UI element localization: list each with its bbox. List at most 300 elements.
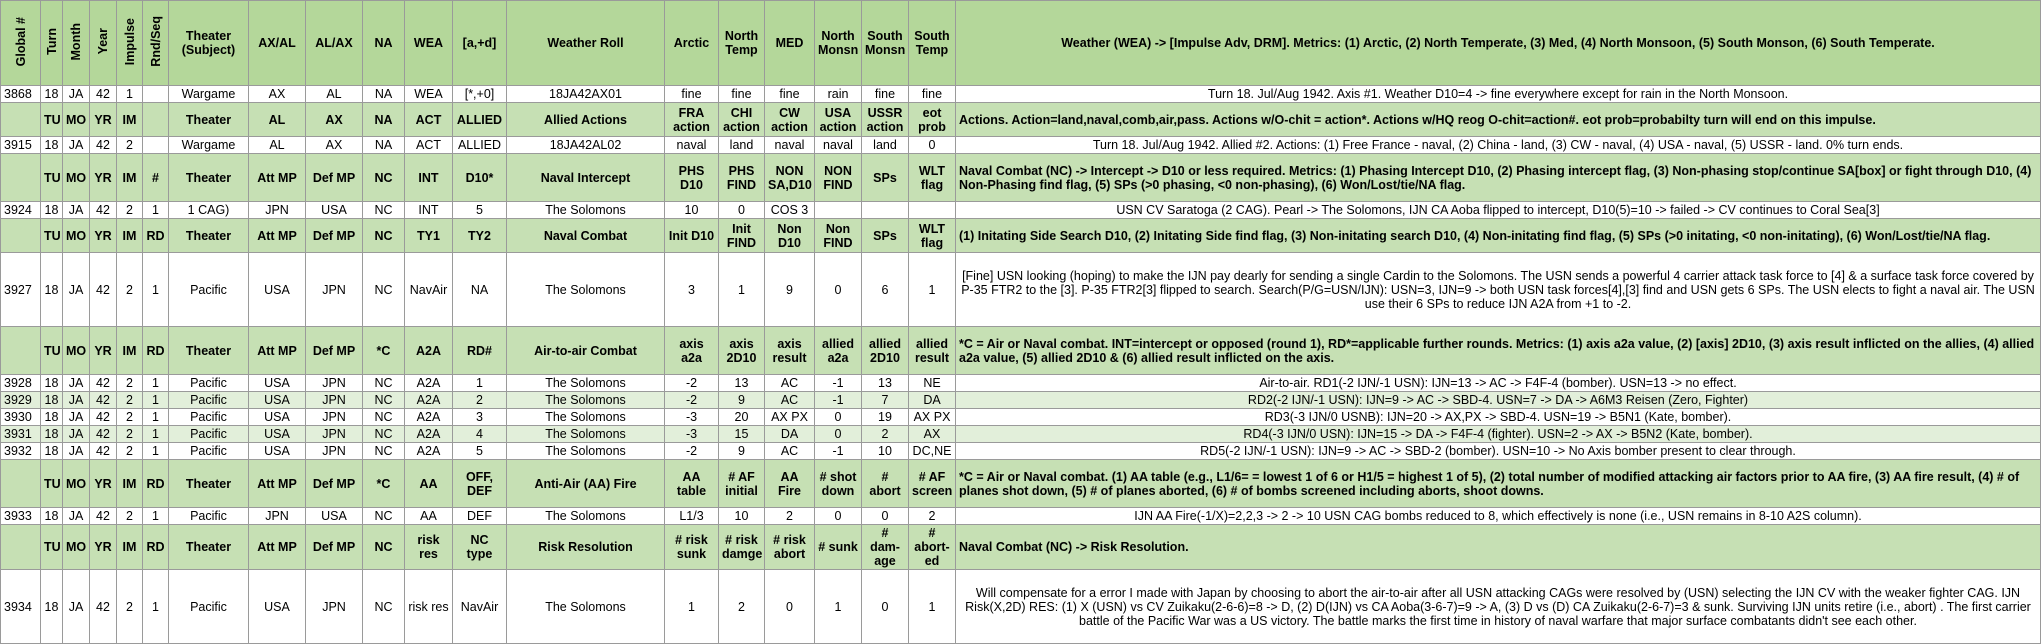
cell-theater-subject: Pacific — [169, 570, 249, 644]
cell-arctic: -3 — [665, 409, 719, 426]
cell-south-monsn: allied 2D10 — [862, 327, 909, 375]
cell-wea: A2A — [405, 409, 453, 426]
cell-weather-description: RD3(-3 IJN/0 USNB): IJN=20 -> AX,PX -> SBD-4. USN=19 -> B5N1 (Kate, bomber). — [956, 409, 2041, 426]
cell-rnd-seq: RD — [143, 219, 169, 253]
cell-south-temp: 0 — [909, 137, 956, 154]
cell-north-temp: axis 2D10 — [719, 327, 765, 375]
cell-weather-description: RD2(-2 IJN/-1 USN): IJN=9 -> AC -> SBD-4. USN=7 -> DA -> A6M3 Reisen (Zero, Fighter) — [956, 392, 2041, 409]
cell-month: JA — [63, 86, 90, 103]
cell-global — [1, 460, 41, 508]
cell-global: 3928 — [1, 375, 41, 392]
cell-impulse: 2 — [117, 570, 143, 644]
cell-theater-subject: Wargame — [169, 86, 249, 103]
cell-month: JA — [63, 409, 90, 426]
cell-south-monsn: 2 — [862, 426, 909, 443]
cell-month: MO — [63, 327, 90, 375]
header-month: Month — [63, 1, 90, 86]
cell-wea: A2A — [405, 375, 453, 392]
cell-south-temp: 2 — [909, 508, 956, 525]
cell-a-d: 4 — [453, 426, 507, 443]
cell-med: # risk abort — [765, 525, 815, 570]
cell-turn: TU — [41, 327, 63, 375]
cell-al-ax: AX — [306, 103, 363, 137]
cell-wea: INT — [405, 202, 453, 219]
cell-month: JA — [63, 253, 90, 327]
cell-wea: NavAir — [405, 253, 453, 327]
cell-a-d: NavAir — [453, 570, 507, 644]
cell-na: *C — [363, 460, 405, 508]
cell-wea: WEA — [405, 86, 453, 103]
cell-global: 3868 — [1, 86, 41, 103]
header-al-ax: AL/AX — [306, 1, 363, 86]
cell-north-temp: # AF initial — [719, 460, 765, 508]
cell-med: fine — [765, 86, 815, 103]
cell-a-d: 5 — [453, 202, 507, 219]
cell-year: 42 — [90, 202, 117, 219]
cell-north-temp: 1 — [719, 253, 765, 327]
cell-global: 3931 — [1, 426, 41, 443]
cell-a-d: 2 — [453, 392, 507, 409]
cell-med: AX PX — [765, 409, 815, 426]
cell-north-temp: 10 — [719, 508, 765, 525]
cell-ax-al: AL — [249, 137, 306, 154]
cell-weather-description: Actions. Action=land,naval,comb,air,pass. Actions w/O-chit = action*. Actions w/HQ reog O-chit=action#. eot prob=probabilty turn will end on this impulse. — [956, 103, 2041, 137]
cell-na: NC — [363, 525, 405, 570]
cell-weather-roll: The Solomons — [507, 202, 665, 219]
cell-theater-subject: 1 CAG) — [169, 202, 249, 219]
cell-south-monsn: 0 — [862, 508, 909, 525]
cell-month: JA — [63, 443, 90, 460]
cell-month: JA — [63, 426, 90, 443]
cell-global — [1, 525, 41, 570]
header-global: Global # — [1, 1, 41, 86]
cell-theater-subject: Theater — [169, 460, 249, 508]
cell-global: 3930 — [1, 409, 41, 426]
cell-al-ax: JPN — [306, 409, 363, 426]
cell-year: 42 — [90, 375, 117, 392]
cell-south-monsn: land — [862, 137, 909, 154]
section-header-row — [1, 154, 2041, 202]
header-turn: Turn — [41, 1, 63, 86]
cell-al-ax: AL — [306, 86, 363, 103]
cell-rnd-seq: 1 — [143, 409, 169, 426]
cell-weather-roll: The Solomons — [507, 375, 665, 392]
cell-south-temp: eot prob — [909, 103, 956, 137]
cell-weather-roll: The Solomons — [507, 508, 665, 525]
cell-north-monsn: USA action — [815, 103, 862, 137]
cell-south-temp: NE — [909, 375, 956, 392]
cell-south-monsn — [862, 202, 909, 219]
cell-wea: ACT — [405, 103, 453, 137]
header-med: MED — [765, 1, 815, 86]
cell-na: NC — [363, 202, 405, 219]
cell-weather-roll: The Solomons — [507, 570, 665, 644]
table-row — [1, 253, 2041, 327]
cell-turn: 18 — [41, 426, 63, 443]
cell-month: MO — [63, 460, 90, 508]
cell-ax-al: Att MP — [249, 219, 306, 253]
cell-wea: ACT — [405, 137, 453, 154]
table-row — [1, 86, 2041, 103]
cell-med: 0 — [765, 570, 815, 644]
cell-north-monsn: -1 — [815, 375, 862, 392]
cell-rnd-seq: 1 — [143, 570, 169, 644]
cell-weather-roll: The Solomons — [507, 409, 665, 426]
cell-rnd-seq: 1 — [143, 508, 169, 525]
cell-south-temp: 1 — [909, 253, 956, 327]
cell-theater-subject: Theater — [169, 154, 249, 202]
header-weather-roll: Weather Roll — [507, 1, 665, 86]
cell-turn: 18 — [41, 392, 63, 409]
cell-rnd-seq: 1 — [143, 253, 169, 327]
cell-weather-roll: The Solomons — [507, 392, 665, 409]
cell-theater-subject: Pacific — [169, 508, 249, 525]
cell-na: NA — [363, 86, 405, 103]
cell-south-temp — [909, 202, 956, 219]
cell-ax-al: AX — [249, 86, 306, 103]
cell-med: AA Fire — [765, 460, 815, 508]
cell-month: MO — [63, 525, 90, 570]
cell-ax-al: USA — [249, 392, 306, 409]
cell-impulse: IM — [117, 460, 143, 508]
cell-arctic: L1/3 — [665, 508, 719, 525]
cell-south-monsn: USSR action — [862, 103, 909, 137]
cell-rnd-seq — [143, 103, 169, 137]
cell-impulse: 2 — [117, 443, 143, 460]
cell-al-ax: USA — [306, 202, 363, 219]
cell-arctic: -2 — [665, 375, 719, 392]
cell-impulse: IM — [117, 103, 143, 137]
cell-med: naval — [765, 137, 815, 154]
cell-global: 3932 — [1, 443, 41, 460]
cell-arctic: # risk sunk — [665, 525, 719, 570]
table-row — [1, 570, 2041, 644]
cell-global — [1, 219, 41, 253]
cell-year: 42 — [90, 570, 117, 644]
cell-south-temp: AX — [909, 426, 956, 443]
cell-global: 3924 — [1, 202, 41, 219]
cell-north-monsn: 1 — [815, 570, 862, 644]
cell-impulse: 2 — [117, 426, 143, 443]
cell-turn: TU — [41, 154, 63, 202]
cell-rnd-seq: RD — [143, 460, 169, 508]
cell-al-ax: JPN — [306, 443, 363, 460]
cell-south-temp: allied result — [909, 327, 956, 375]
cell-impulse: IM — [117, 219, 143, 253]
cell-rnd-seq: 1 — [143, 426, 169, 443]
cell-med: AC — [765, 443, 815, 460]
cell-arctic: 1 — [665, 570, 719, 644]
cell-weather-roll: Naval Combat — [507, 219, 665, 253]
cell-med: axis result — [765, 327, 815, 375]
cell-north-monsn — [815, 202, 862, 219]
table-row — [1, 137, 2041, 154]
cell-arctic: -2 — [665, 443, 719, 460]
cell-theater-subject: Theater — [169, 103, 249, 137]
cell-weather-roll: 18JA42AL02 — [507, 137, 665, 154]
cell-year: 42 — [90, 508, 117, 525]
cell-rnd-seq — [143, 137, 169, 154]
cell-south-temp: WLT flag — [909, 154, 956, 202]
cell-impulse: IM — [117, 154, 143, 202]
cell-al-ax: Def MP — [306, 219, 363, 253]
cell-ax-al: USA — [249, 375, 306, 392]
header-arctic: Arctic — [665, 1, 719, 86]
cell-south-temp: # abort-ed — [909, 525, 956, 570]
cell-a-d: 3 — [453, 409, 507, 426]
header-weather-description: Weather (WEA) -> [Impulse Adv, DRM]. Metrics: (1) Arctic, (2) North Temperate, (3) Med, (4) North Monsoon, (5) South Monson, (6) South Temperate. — [956, 1, 2041, 86]
cell-weather-description: USN CV Saratoga (2 CAG). Pearl -> The Solomons, IJN CA Aoba flipped to intercept, D10(5)=10 -> failed -> CV continues to Coral Sea[3] — [956, 202, 2041, 219]
cell-al-ax: JPN — [306, 375, 363, 392]
cell-weather-roll: 18JA42AX01 — [507, 86, 665, 103]
header-ax-al: AX/AL — [249, 1, 306, 86]
cell-theater-subject: Pacific — [169, 253, 249, 327]
cell-ax-al: JPN — [249, 202, 306, 219]
cell-na: NC — [363, 409, 405, 426]
cell-med: AC — [765, 392, 815, 409]
cell-ax-al: Att MP — [249, 460, 306, 508]
cell-impulse: 2 — [117, 375, 143, 392]
cell-med: AC — [765, 375, 815, 392]
cell-theater-subject: Theater — [169, 327, 249, 375]
cell-north-monsn: allied a2a — [815, 327, 862, 375]
cell-med: CW action — [765, 103, 815, 137]
cell-south-temp: AX PX — [909, 409, 956, 426]
cell-na: NC — [363, 570, 405, 644]
cell-impulse: IM — [117, 525, 143, 570]
cell-wea: AA — [405, 508, 453, 525]
cell-rnd-seq: RD — [143, 525, 169, 570]
cell-impulse: 2 — [117, 409, 143, 426]
cell-arctic: 10 — [665, 202, 719, 219]
cell-med: 9 — [765, 253, 815, 327]
header-south-temp: South Temp — [909, 1, 956, 86]
cell-a-d: ALLIED — [453, 103, 507, 137]
header-row — [1, 1, 2041, 86]
cell-med: Non D10 — [765, 219, 815, 253]
cell-na: NA — [363, 137, 405, 154]
cell-south-monsn: SPs — [862, 154, 909, 202]
cell-wea: risk res — [405, 570, 453, 644]
cell-arctic: -2 — [665, 392, 719, 409]
cell-arctic: 3 — [665, 253, 719, 327]
cell-month: MO — [63, 154, 90, 202]
log-body — [1, 86, 2041, 644]
cell-year: 42 — [90, 253, 117, 327]
cell-global: 3927 — [1, 253, 41, 327]
cell-arctic: Init D10 — [665, 219, 719, 253]
cell-al-ax: AX — [306, 137, 363, 154]
cell-north-temp: PHS FIND — [719, 154, 765, 202]
header-wea: WEA — [405, 1, 453, 86]
cell-impulse: 1 — [117, 86, 143, 103]
cell-south-monsn: 6 — [862, 253, 909, 327]
cell-global — [1, 327, 41, 375]
cell-wea: INT — [405, 154, 453, 202]
cell-al-ax: Def MP — [306, 525, 363, 570]
cell-year: 42 — [90, 137, 117, 154]
cell-weather-description: Turn 18. Jul/Aug 1942. Allied #2. Actions: (1) Free France - naval, (2) China - land, (3) CW - naval, (4) USA - naval, (5) USSR - land. 0% turn ends. — [956, 137, 2041, 154]
cell-turn: 18 — [41, 137, 63, 154]
cell-turn: 18 — [41, 508, 63, 525]
cell-a-d: NA — [453, 253, 507, 327]
cell-south-temp: 1 — [909, 570, 956, 644]
cell-ax-al: USA — [249, 443, 306, 460]
cell-month: JA — [63, 137, 90, 154]
header-theater-subject: Theater (Subject) — [169, 1, 249, 86]
cell-north-temp: 13 — [719, 375, 765, 392]
cell-al-ax: Def MP — [306, 154, 363, 202]
cell-na: NC — [363, 253, 405, 327]
header-na: NA — [363, 1, 405, 86]
cell-weather-roll: The Solomons — [507, 443, 665, 460]
cell-med: COS 3 — [765, 202, 815, 219]
cell-weather-description: Naval Combat (NC) -> Intercept -> D10 or less required. Metrics: (1) Phasing Intercept D10, (2) Phasing intercept flag, (3) Non-phasing stop/continue SA[box] or fight through D10, (4) Non-Phasing find flag, (5) SPs (>0 phasing, <0 non-phasing), (6) Won/Lost/tie/NA flag. — [956, 154, 2041, 202]
cell-north-monsn: Non FIND — [815, 219, 862, 253]
cell-na: NA — [363, 103, 405, 137]
cell-theater-subject: Wargame — [169, 137, 249, 154]
cell-med: DA — [765, 426, 815, 443]
cell-weather-roll: Naval Intercept — [507, 154, 665, 202]
cell-a-d: 5 — [453, 443, 507, 460]
cell-rnd-seq: RD — [143, 327, 169, 375]
cell-weather-description: (1) Initating Side Search D10, (2) Initating Side find flag, (3) Non-initating search D10, (4) Non-initating find flag, (5) SPs (>0 initating, <0 non-initating), (6) Won/Lost/tie/NA flag. — [956, 219, 2041, 253]
cell-al-ax: Def MP — [306, 327, 363, 375]
cell-rnd-seq: 1 — [143, 443, 169, 460]
cell-arctic: naval — [665, 137, 719, 154]
cell-weather-description: Air-to-air. RD1(-2 IJN/-1 USN): IJN=13 -> AC -> F4F-4 (bomber). USN=13 -> no effect. — [956, 375, 2041, 392]
cell-rnd-seq: 1 — [143, 375, 169, 392]
table-row — [1, 508, 2041, 525]
cell-arctic: fine — [665, 86, 719, 103]
cell-na: NC — [363, 375, 405, 392]
cell-north-monsn: 0 — [815, 409, 862, 426]
cell-south-monsn: # dam-age — [862, 525, 909, 570]
cell-wea: A2A — [405, 392, 453, 409]
cell-north-temp: CHI action — [719, 103, 765, 137]
cell-ax-al: USA — [249, 409, 306, 426]
cell-arctic: -3 — [665, 426, 719, 443]
cell-arctic: axis a2a — [665, 327, 719, 375]
cell-north-temp: # risk damge — [719, 525, 765, 570]
cell-na: NC — [363, 508, 405, 525]
cell-theater-subject: Pacific — [169, 375, 249, 392]
cell-wea: TY1 — [405, 219, 453, 253]
cell-weather-roll: The Solomons — [507, 253, 665, 327]
cell-med: 2 — [765, 508, 815, 525]
cell-south-temp: # AF screen — [909, 460, 956, 508]
cell-weather-description: Turn 18. Jul/Aug 1942. Axis #1. Weather D10=4 -> fine everywhere except for rain in the North Monsoon. — [956, 86, 2041, 103]
header-rnd-seq: Rnd/Seq — [143, 1, 169, 86]
cell-north-monsn: rain — [815, 86, 862, 103]
cell-south-monsn: 0 — [862, 570, 909, 644]
cell-impulse: 2 — [117, 392, 143, 409]
cell-weather-description: *C = Air or Naval combat. (1) AA table (e.g., L1/6= = lowest 1 of 6 or H1/5 = highest 1 of 5), (2) total number of modified attacking air factors prior to AA fire, (3) AA fire result, (4) # of planes shot down, (5) # of planes aborted, (6) # of bombs screened including aborts, shoot downs. — [956, 460, 2041, 508]
cell-ax-al: USA — [249, 570, 306, 644]
header-south-monsn: South Monsn — [862, 1, 909, 86]
cell-north-temp: Init FIND — [719, 219, 765, 253]
cell-month: JA — [63, 392, 90, 409]
cell-theater-subject: Pacific — [169, 426, 249, 443]
table-row — [1, 409, 2041, 426]
cell-wea: A2A — [405, 426, 453, 443]
cell-rnd-seq: 1 — [143, 202, 169, 219]
cell-north-temp: 9 — [719, 392, 765, 409]
cell-north-monsn: NON FIND — [815, 154, 862, 202]
cell-global: 3933 — [1, 508, 41, 525]
cell-year: YR — [90, 219, 117, 253]
cell-weather-description: RD5(-2 IJN/-1 USN): IJN=9 -> AC -> SBD-2 (bomber). USN=10 -> No Axis bomber present to clear through. — [956, 443, 2041, 460]
cell-north-monsn: naval — [815, 137, 862, 154]
cell-na: NC — [363, 392, 405, 409]
table-row — [1, 426, 2041, 443]
cell-weather-description: *C = Air or Naval combat. INT=intercept or opposed (round 1), RD*=applicable further rounds. Metrics: (1) axis a2a value, (2) [axis] 2D10, (3) axis result inflicted on the allies, (4) allied a2a value, (5) allied 2D10 & (6) allied result inflicted on the axis. — [956, 327, 2041, 375]
cell-year: 42 — [90, 392, 117, 409]
cell-a-d: DEF — [453, 508, 507, 525]
cell-theater-subject: Theater — [169, 525, 249, 570]
cell-weather-roll: Air-to-air Combat — [507, 327, 665, 375]
cell-al-ax: JPN — [306, 426, 363, 443]
section-header-row — [1, 103, 2041, 137]
cell-a-d: D10* — [453, 154, 507, 202]
cell-south-monsn: SPs — [862, 219, 909, 253]
cell-ax-al: AL — [249, 103, 306, 137]
cell-month: MO — [63, 219, 90, 253]
cell-na: NC — [363, 154, 405, 202]
cell-a-d: 1 — [453, 375, 507, 392]
cell-south-temp: DA — [909, 392, 956, 409]
cell-north-temp: 20 — [719, 409, 765, 426]
cell-al-ax: JPN — [306, 392, 363, 409]
table-row — [1, 202, 2041, 219]
header-north-temp: North Temp — [719, 1, 765, 86]
cell-south-monsn: # abort — [862, 460, 909, 508]
cell-south-monsn: 19 — [862, 409, 909, 426]
cell-year: YR — [90, 327, 117, 375]
cell-weather-roll: Risk Resolution — [507, 525, 665, 570]
cell-turn: 18 — [41, 86, 63, 103]
cell-wea: risk res — [405, 525, 453, 570]
cell-north-monsn: 0 — [815, 508, 862, 525]
cell-al-ax: Def MP — [306, 460, 363, 508]
cell-rnd-seq — [143, 86, 169, 103]
cell-year: YR — [90, 525, 117, 570]
cell-global: 3934 — [1, 570, 41, 644]
cell-global — [1, 154, 41, 202]
cell-ax-al: Att MP — [249, 327, 306, 375]
cell-weather-description: RD4(-3 IJN/0 USN): IJN=15 -> DA -> F4F-4 (fighter). USN=2 -> AX -> B5N2 (Kate, bomber). — [956, 426, 2041, 443]
cell-al-ax: JPN — [306, 570, 363, 644]
cell-south-temp: WLT flag — [909, 219, 956, 253]
cell-month: JA — [63, 508, 90, 525]
header-year: Year — [90, 1, 117, 86]
cell-rnd-seq: 1 — [143, 392, 169, 409]
cell-month: MO — [63, 103, 90, 137]
cell-month: JA — [63, 570, 90, 644]
cell-turn: TU — [41, 219, 63, 253]
cell-impulse: 2 — [117, 137, 143, 154]
cell-arctic: AA table — [665, 460, 719, 508]
cell-na: NC — [363, 443, 405, 460]
section-header-row — [1, 460, 2041, 508]
cell-theater-subject: Theater — [169, 219, 249, 253]
cell-year: YR — [90, 154, 117, 202]
cell-north-monsn: -1 — [815, 392, 862, 409]
cell-north-temp: 9 — [719, 443, 765, 460]
cell-year: YR — [90, 460, 117, 508]
cell-rnd-seq: # — [143, 154, 169, 202]
header-impulse: Impulse — [117, 1, 143, 86]
